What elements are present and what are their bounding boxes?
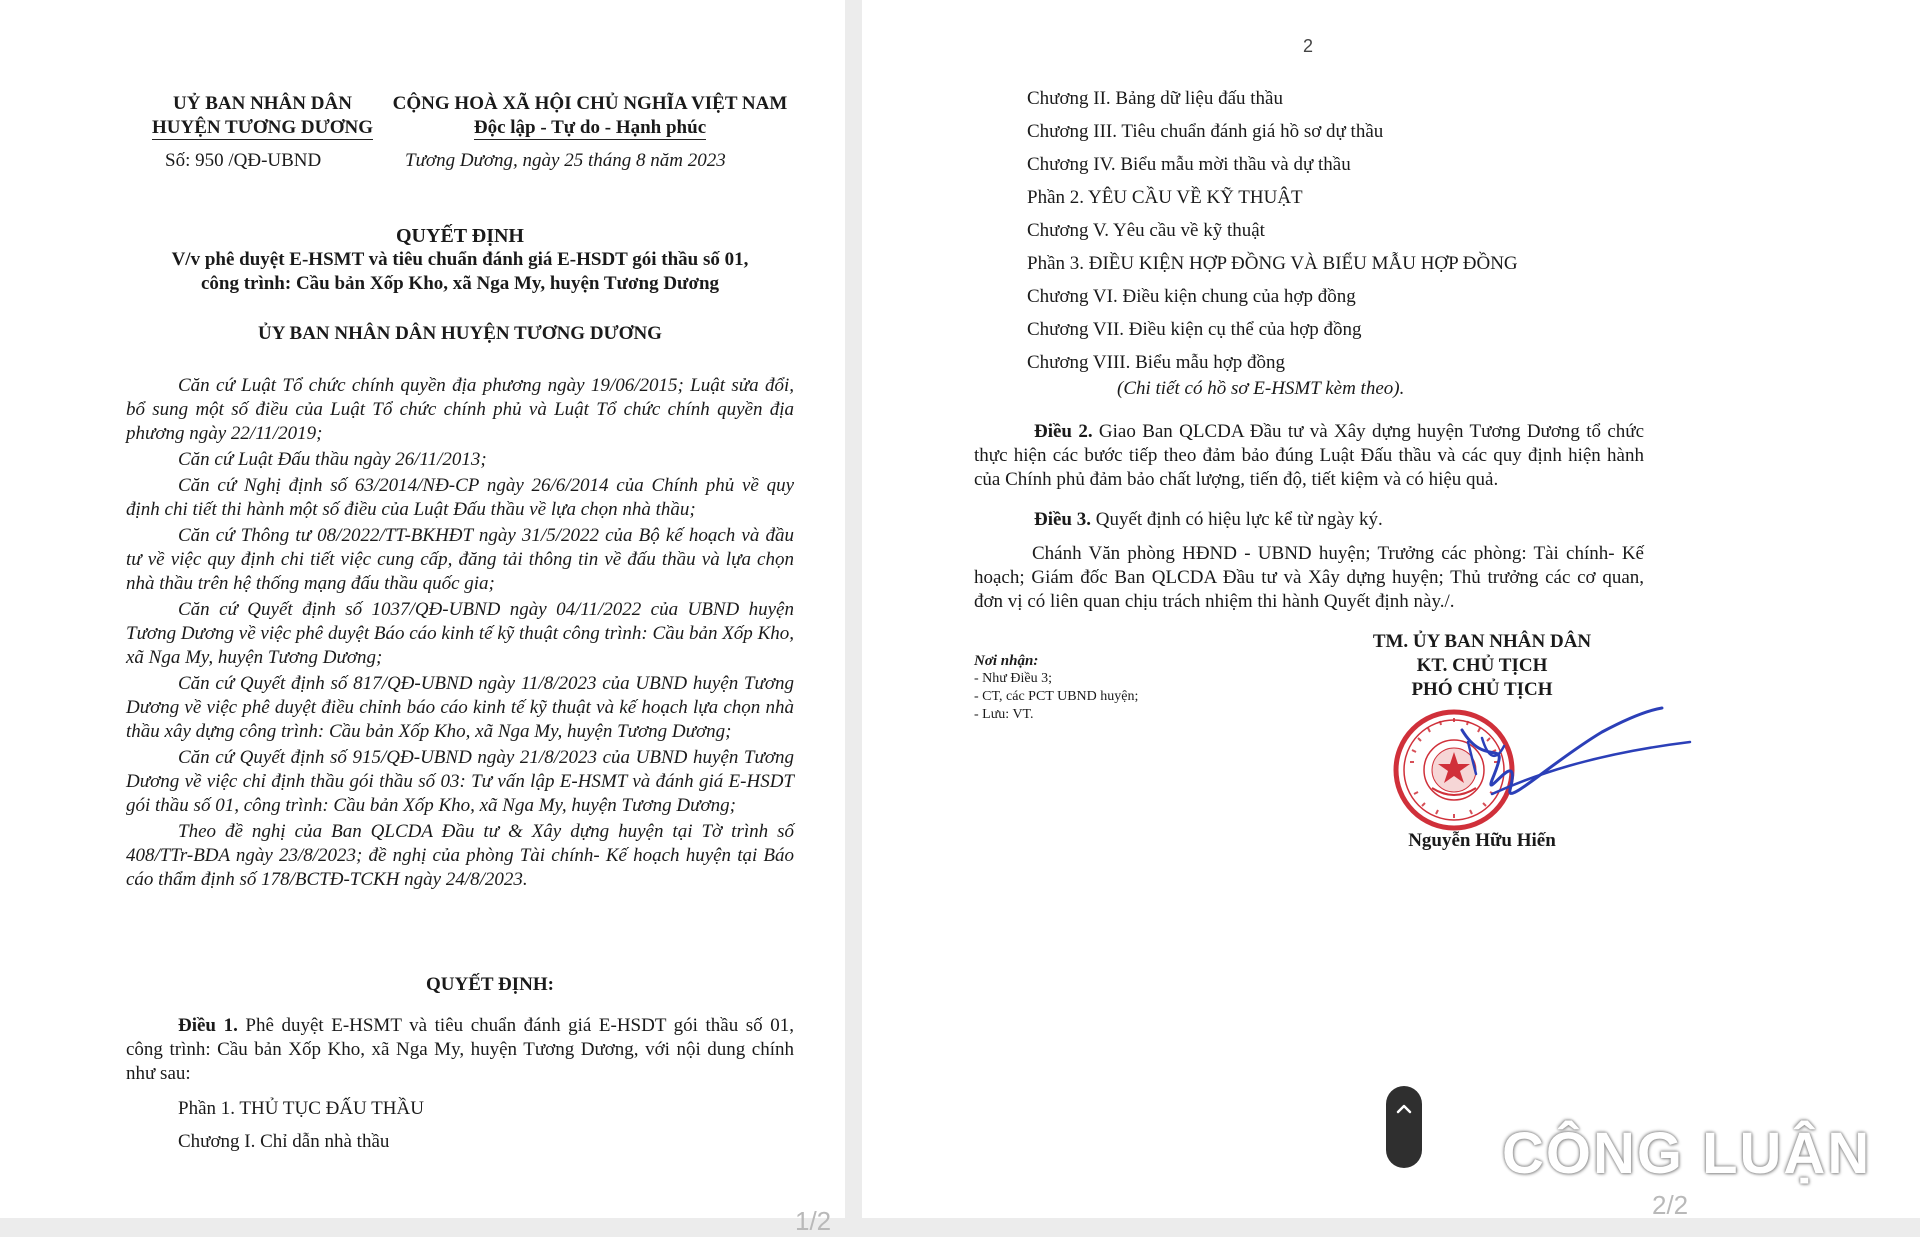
chevron-up-icon xyxy=(1396,1104,1412,1114)
article-1 xyxy=(126,1014,794,1086)
signature-block xyxy=(1332,630,1632,702)
legal-basis: Căn cứ Luật Tổ chức chính quyền địa phương ngày 19/06/2015; Luật sửa đổi, bổ sung một số điều của Luật Tổ chức chính phủ và Luật Tổ chức chính quyền địa phương ngày 22/11/2019; xyxy=(126,375,794,444)
recipient-item: - Như Điều 3; xyxy=(974,671,1052,686)
legal-basis: Theo đề nghị của Ban QLCDA Đầu tư & Xây dựng huyện tại Tờ trình số 408/TTr-BDA ngày 23/8/2023; đề nghị của phòng Tài chính- Kế hoạch huyện tại Báo cáo thẩm định số 178/BCTĐ-TCKH ngày 24/8/2023. xyxy=(126,821,794,890)
national-motto: Độc lập - Tự do - Hạnh phúc xyxy=(473,117,707,138)
article-1-text: Phê duyệt E-HSMT và tiêu chuẩn đánh giá E-HSDT gói thầu số 01, công trình: Cầu bản Xốp Kho, xã Nga My, huyện Tương Dương, với nội dung chính như sau: xyxy=(126,1015,794,1084)
recipient-item: - Lưu: VT. xyxy=(974,707,1034,722)
official-seal-icon xyxy=(1392,702,1692,842)
responsible-parties: Chánh Văn phòng HĐND - UBND huyện; Trưởng các phòng: Tài chính- Kế hoạch; Giám đốc Ban QLCDA Đầu tư và Xây dựng huyện; Thủ trưởng các cơ quan, đơn vị có liên quan chịu trách nhiệm thi hành Quyết định này./. xyxy=(974,543,1644,612)
contents-item: Chương I. Chỉ dẫn nhà thầu xyxy=(178,1131,390,1152)
national-motto-header xyxy=(380,92,800,140)
decision-title-block xyxy=(120,224,800,296)
document-date: Tương Dương, ngày 25 tháng 8 năm 2023 xyxy=(405,150,726,171)
contents-list-page-1 xyxy=(178,1092,424,1158)
article-3-label: Điều 3. xyxy=(1034,509,1091,530)
legal-basis: Căn cứ Thông tư 08/2022/TT-BKHĐT ngày 31/5/2022 của Bộ kế hoạch và đầu tư về việc quy định chi tiết việc cung cấp, đăng tải thông tin về đấu thầu và lựa chọn nhà thầu trên hệ thống mạng đấu thầu quốc gia; xyxy=(126,525,794,594)
authority-line-1: UỶ BAN NHÂN DÂN xyxy=(173,93,352,114)
article-1-label: Điều 1. xyxy=(178,1015,238,1036)
contents-list-page-2 xyxy=(1027,82,1518,379)
legal-bases xyxy=(126,374,794,894)
article-3-text: Quyết định có hiệu lực kể từ ngày ký. xyxy=(1091,509,1383,530)
contents-item: Phần 3. ĐIỀU KIỆN HỢP ĐỒNG VÀ BIỂU MẪU HỢP ĐỒNG xyxy=(1027,253,1518,274)
page-number: 2 xyxy=(1303,36,1314,56)
authority-line-2: HUYỆN TƯƠNG DƯƠNG xyxy=(152,117,373,138)
legal-basis: Căn cứ Quyết định số 1037/QĐ-UBND ngày 04/11/2022 của UBND huyện Tương Dương về việc phê duyệt Báo cáo kinh tế kỹ thuật công trình: Cầu bản Xốp Kho, xã Nga My, huyện Tương Dương; xyxy=(126,599,794,668)
recipients-list xyxy=(974,652,1138,724)
legal-basis: Căn cứ Luật Đấu thầu ngày 26/11/2013; xyxy=(178,449,487,470)
subject-line-1: V/v phê duyệt E-HSMT và tiêu chuẩn đánh giá E-HSDT gói thầu số 01, xyxy=(171,249,749,270)
document-page-1 xyxy=(0,0,845,1236)
contents-item: Chương VIII. Biểu mẫu hợp đồng xyxy=(1027,352,1286,373)
signature-line: TM. ỦY BAN NHÂN DÂN xyxy=(1372,631,1592,652)
contents-item: Chương III. Tiêu chuẩn đánh giá hồ sơ dự thầu xyxy=(1027,121,1384,142)
document-page-2 xyxy=(862,0,1920,1218)
contents-item: Chương II. Bảng dữ liệu đấu thầu xyxy=(1027,88,1283,109)
issuer-heading: ỦY BAN NHÂN DÂN HUYỆN TƯƠNG DƯƠNG xyxy=(258,323,662,344)
issuing-authority-header xyxy=(135,92,390,140)
page-indicator-2: 2/2 xyxy=(1652,1190,1689,1220)
recipient-item: - CT, các PCT UBND huyện; xyxy=(974,689,1139,704)
watermark-text: CÔNG LUẬN xyxy=(1502,1121,1872,1186)
article-2-text: Giao Ban QLCDA Đầu tư và Xây dựng huyện Tương Dương tổ chức thực hiện các bước tiếp theo đảm bảo đúng Luật Đấu thầu và các quy định hiện hành của Chính phủ đảm bảo chất lượng, tiến độ, tiết kiệm và có hiệu quả. xyxy=(974,421,1645,490)
signature-line: PHÓ CHỦ TỊCH xyxy=(1411,679,1553,700)
detail-note: (Chi tiết có hồ sơ E-HSMT kèm theo). xyxy=(1117,378,1405,399)
signer-name: Nguyễn Hữu Hiến xyxy=(1408,830,1556,851)
page-indicator-1: 1/2 xyxy=(795,1206,832,1236)
document-number: Số: 950 /QĐ-UBND xyxy=(165,150,322,171)
publisher-watermark xyxy=(1502,1120,1912,1200)
contents-item: Phần 1. THỦ TỤC ĐẤU THẦU xyxy=(178,1098,424,1119)
article-2-label: Điều 2. xyxy=(1034,421,1093,442)
contents-item: Chương V. Yêu cầu về kỹ thuật xyxy=(1027,220,1265,241)
article-3 xyxy=(974,508,1644,532)
contents-item: Chương VI. Điều kiện chung của hợp đồng xyxy=(1027,286,1356,307)
contents-item: Chương VII. Điều kiện cụ thể của hợp đồng xyxy=(1027,319,1362,340)
legal-basis: Căn cứ Nghị định số 63/2014/NĐ-CP ngày 26/6/2014 của Chính phủ về quy định chi tiết thi hành một số điều của Luật Đấu thầu về lựa chọn nhà thầu; xyxy=(126,475,794,520)
decide-heading: QUYẾT ĐỊNH: xyxy=(426,974,554,995)
subject-line-2: công trình: Cầu bản Xốp Kho, xã Nga My, huyện Tương Dương xyxy=(200,273,720,294)
contents-item: Phần 2. YÊU CẦU VỀ KỸ THUẬT xyxy=(1027,187,1303,208)
recipients-title: Nơi nhận: xyxy=(974,653,1039,669)
article-2 xyxy=(974,420,1644,492)
legal-basis: Căn cứ Quyết định số 915/QĐ-UBND ngày 21/8/2023 của UBND huyện Tương Dương về việc chỉ định thầu gói thầu số 03: Tư vấn lập E-HSMT và đánh giá E-HSDT gói thầu số 01, công trình: Cầu bản Xốp Kho, xã Nga My, huyện Tương Dương; xyxy=(126,747,794,816)
contents-item: Chương IV. Biểu mẫu mời thầu và dự thầu xyxy=(1027,154,1351,175)
signature-line: KT. CHỦ TỊCH xyxy=(1416,655,1548,676)
scroll-to-top-button[interactable] xyxy=(1386,1086,1422,1168)
country-name: CỘNG HOÀ XÃ HỘI CHỦ NGHĨA VIỆT NAM xyxy=(392,93,788,114)
legal-basis: Căn cứ Quyết định số 817/QĐ-UBND ngày 11/8/2023 của UBND huyện Tương Dương về việc phê duyệt điều chỉnh báo cáo kinh tế kỹ thuật và kế hoạch lựa chọn nhà thầu xây dựng công trình: Cầu bản Xốp Kho, xã Nga My, huyện Tương Dương; xyxy=(126,673,794,742)
document-title: QUYẾT ĐỊNH xyxy=(396,225,524,247)
